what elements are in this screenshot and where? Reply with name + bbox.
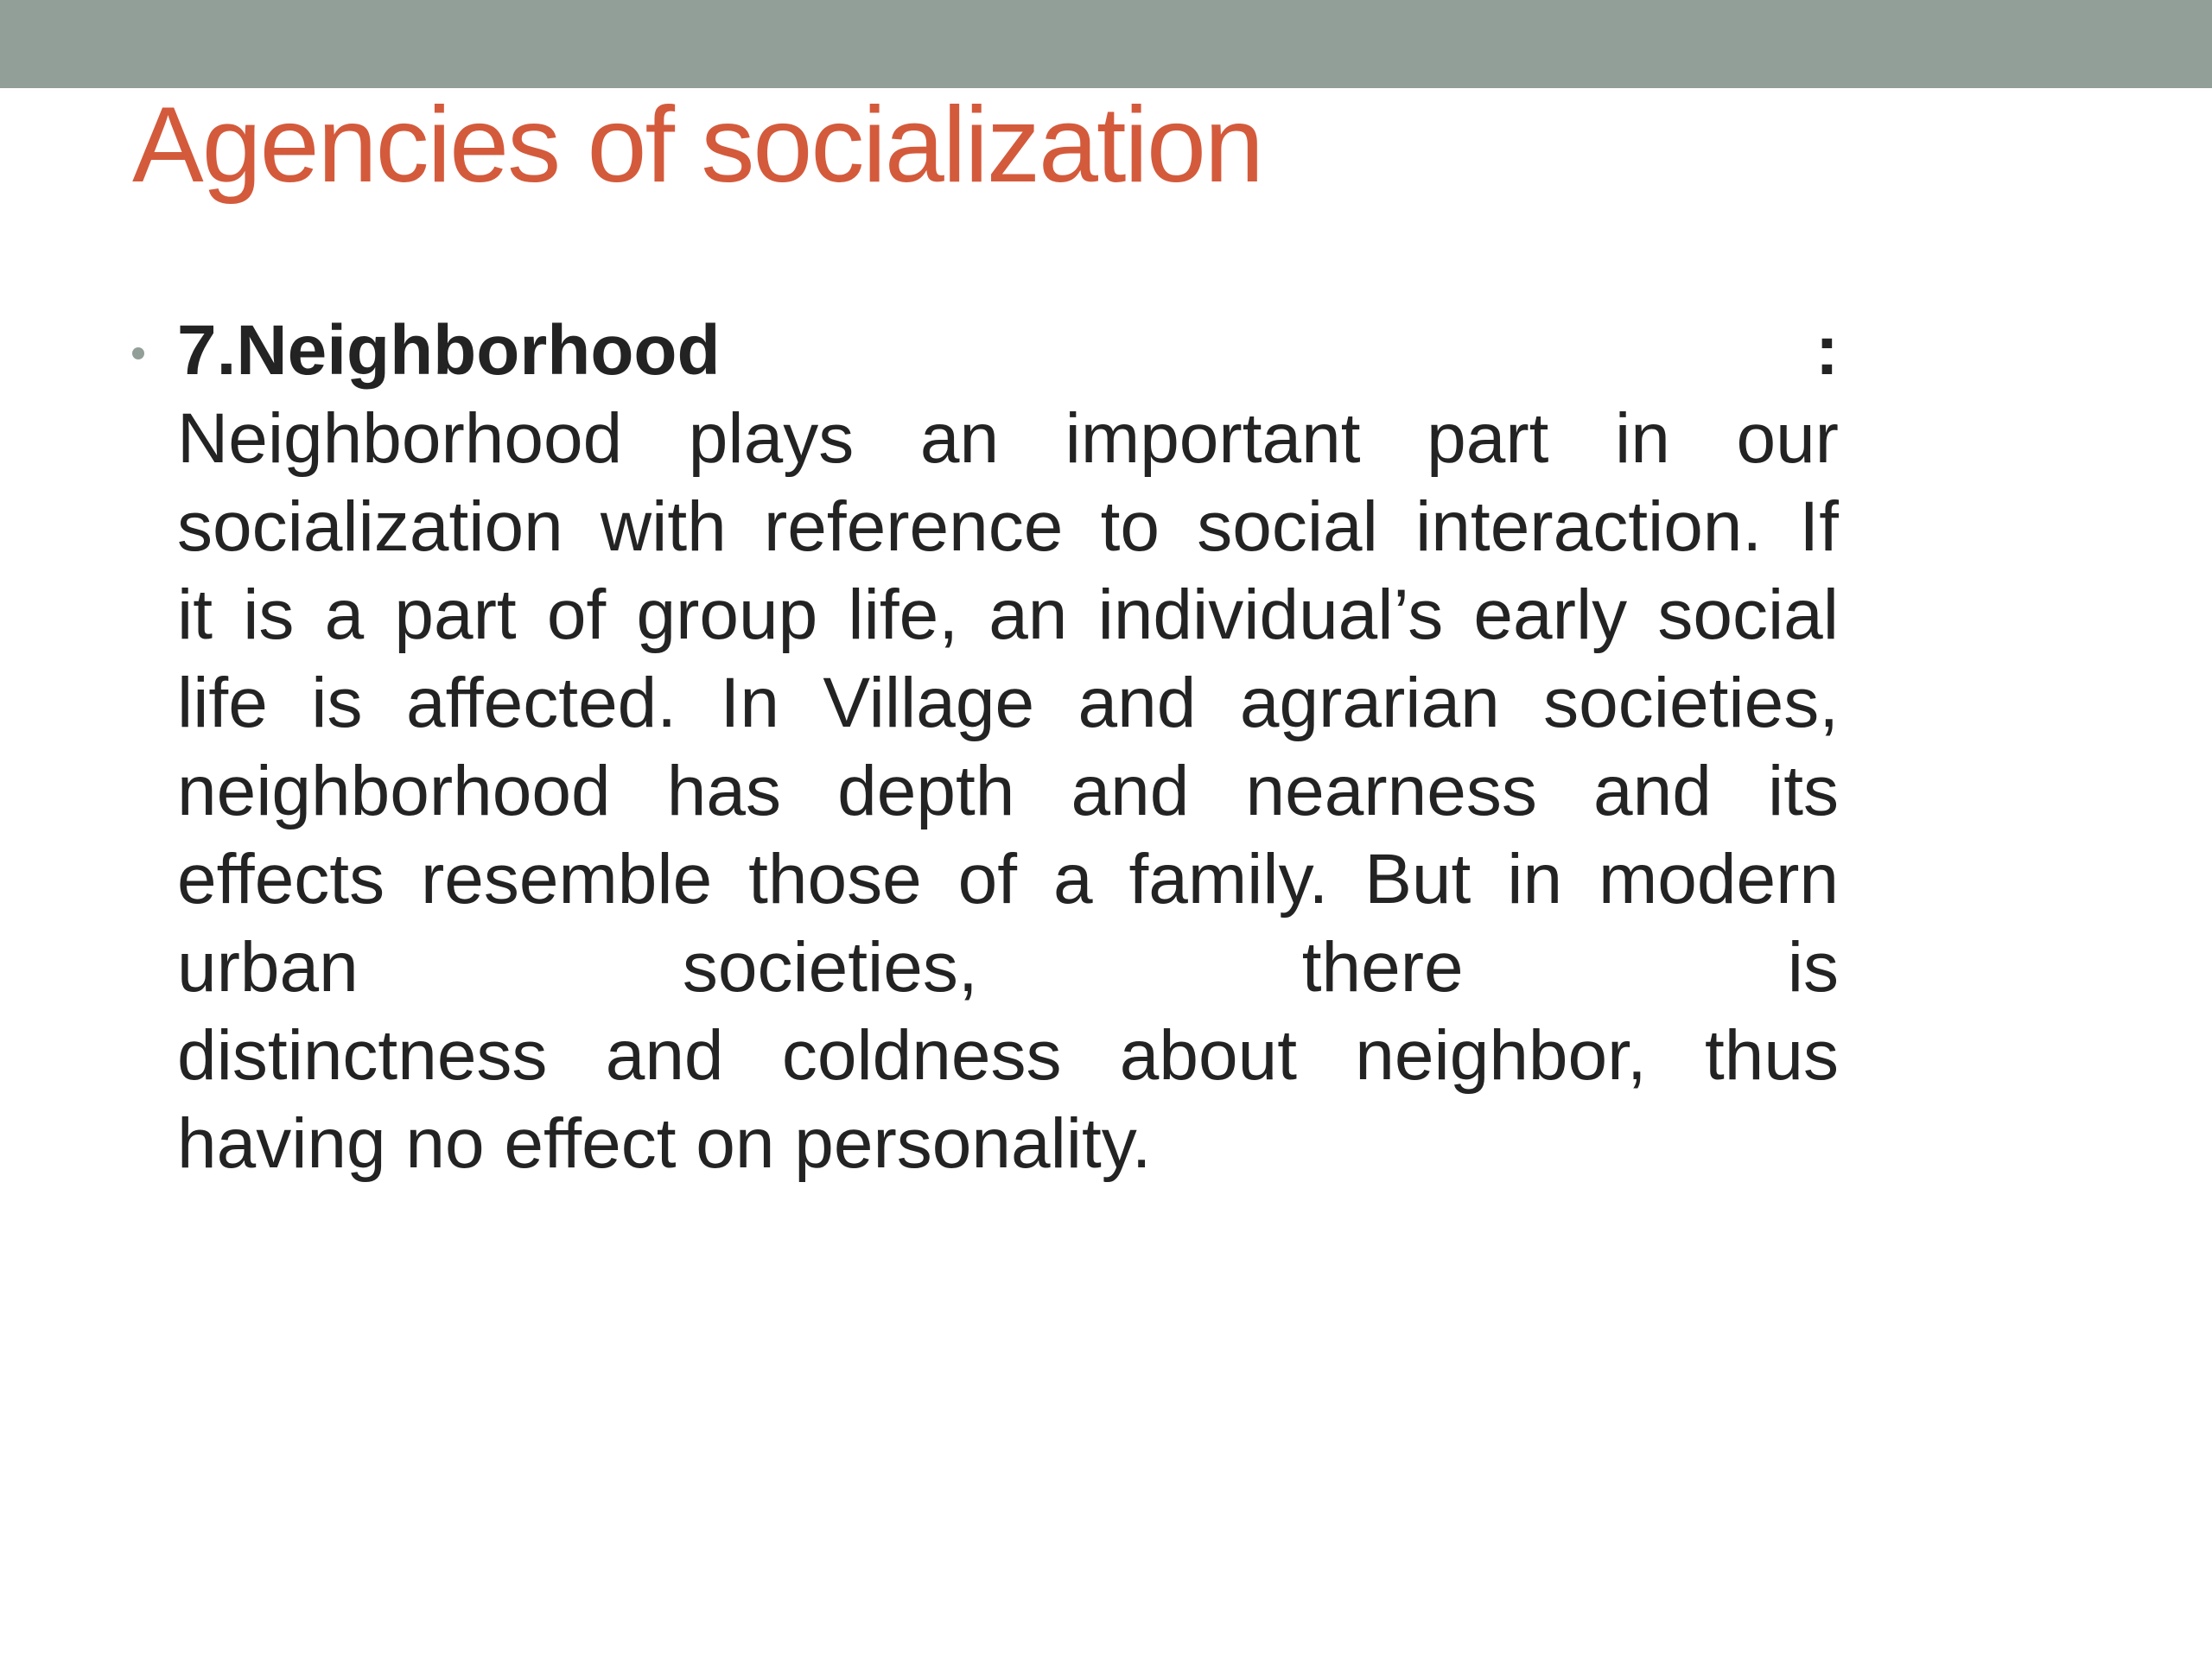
body-line: urban societies, there is [177, 928, 1839, 1007]
slide-title: Agencies of socialization [132, 86, 1262, 205]
slide-content [132, 307, 1839, 1188]
bullet-item [132, 307, 1839, 1188]
body-line: neighborhood has depth and nearness and its [177, 752, 1839, 830]
body-line: having no effect on personality. [177, 1104, 1152, 1183]
body-line: life is affected. In Village and agrarian societies, [177, 664, 1839, 742]
body-line: Neighborhood plays an important part in our [177, 399, 1839, 478]
top-color-band [0, 0, 2212, 88]
bullet-heading: 7.Neighborhood [177, 311, 721, 390]
body-line: distinctness and coldness about neighbor, thus [177, 1016, 1839, 1095]
bullet-body [177, 395, 1839, 1188]
body-line: socialization with reference to social interaction. If [177, 487, 1839, 566]
body-line: it is a part of group life, an individual’s early social [177, 575, 1839, 654]
bullet-heading-colon: : [1815, 311, 1839, 390]
bullet-heading-line [177, 307, 1839, 395]
body-line: effects resemble those of a family. But in modern [177, 840, 1839, 918]
bullet-dot-icon [132, 347, 144, 359]
